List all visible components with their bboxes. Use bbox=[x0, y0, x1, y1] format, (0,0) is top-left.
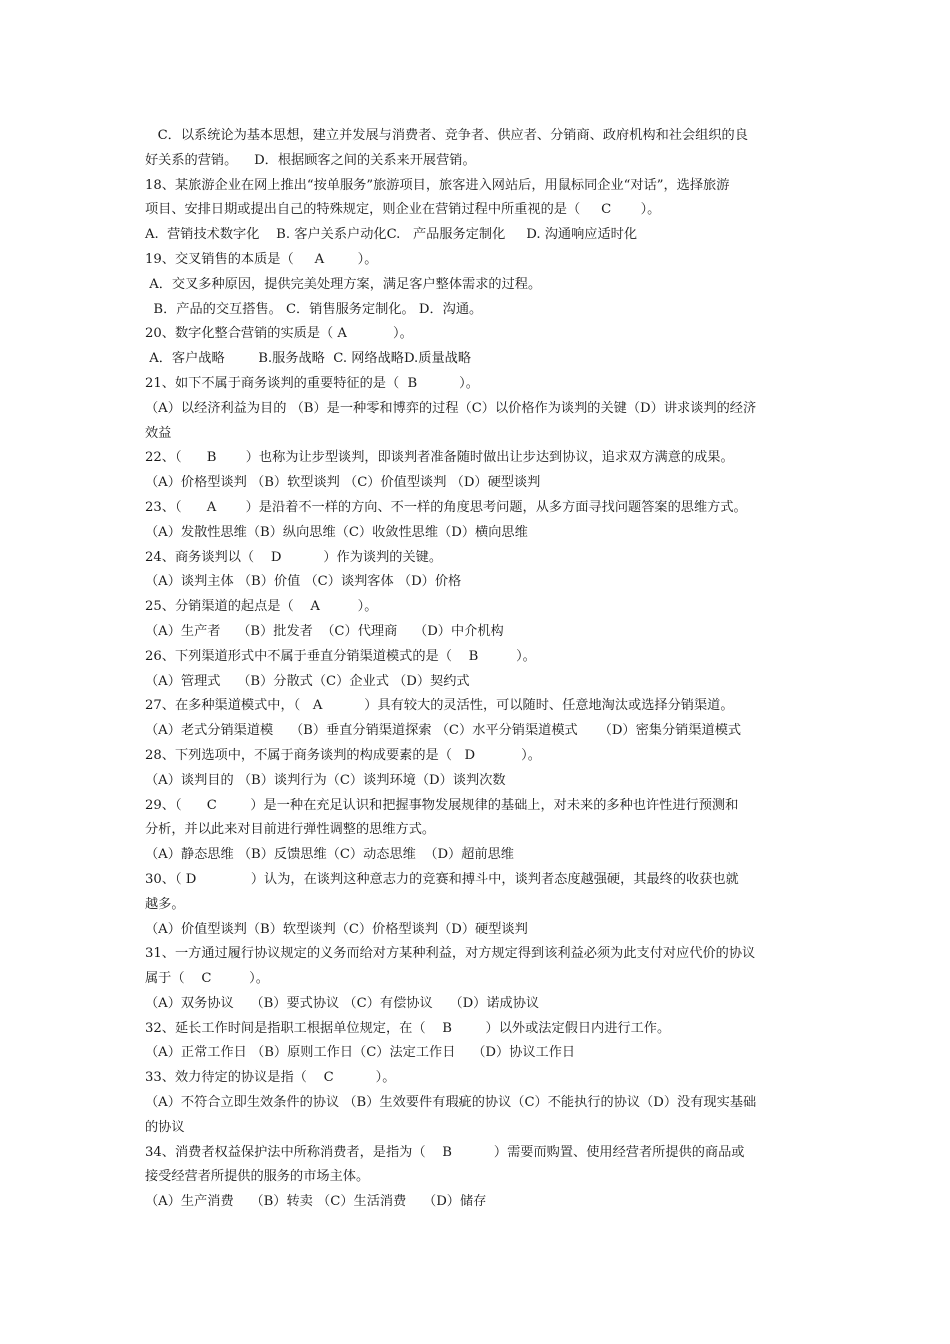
options-line: B．产品的交互搭售。 C．销售服务定制化。 D．沟通。 bbox=[145, 301, 483, 317]
options-line: A. 营销技术数字化 B. 客户关系户动化C. 产品服务定制化 D. 沟通响应适时化 bbox=[145, 227, 638, 243]
question-31: 31、一方通过履行协议规定的义务而给对方某种利益，对方规定得到该利益必须为此支付对应代价的协议 bbox=[145, 946, 756, 962]
options-line: （A）价值型谈判（B）软型谈判（C）价格型谈判（D）硬型谈判 bbox=[145, 921, 528, 937]
question-32: 32、延长工作时间是指职工根据单位规定，在（ B ）以外或法定假日内进行工作。 bbox=[145, 1020, 671, 1036]
question-25: 25、分销渠道的起点是（ A ）。 bbox=[145, 599, 378, 615]
options-line: （A）生产消费 （B）转卖 （C）生活消费 （D）储存 bbox=[145, 1194, 487, 1210]
question-27: 27、在多种渠道模式中，（ A ）具有较大的灵活性，可以随时、任意地淘汰或选择分销渠道。 bbox=[145, 698, 734, 714]
question-29: 29、（ C ）是一种在充足认识和把握事物发展规律的基础上，对未来的多种也许性进行预测和 bbox=[145, 797, 739, 813]
options-line: （A）老式分销渠道模 （B）垂直分销渠道探索 （C）水平分销渠道模式 （D）密集分销渠道模式 bbox=[145, 723, 742, 739]
text-line: 好关系的营销。 D．根据顾客之间的关系来开展营销。 bbox=[145, 152, 476, 168]
options-line: （A）价格型谈判 （B）软型谈判 （C）价值型谈判 （D）硬型谈判 bbox=[145, 475, 541, 491]
text-line: 接受经营者所提供的服务的市场主体。 bbox=[145, 1169, 370, 1185]
options-line: （A）发散性思维（B）纵向思维（C）收敛性思维（D）横向思维 bbox=[145, 524, 528, 540]
text-line: 越多。 bbox=[145, 896, 185, 912]
question-22: 22、（ B ）也称为让步型谈判，即谈判者准备随时做出让步达到协议，追求双方满意的成果。 bbox=[145, 450, 734, 466]
text-line: 分析，并以此来对目前进行弹性调整的思维方式。 bbox=[145, 822, 436, 838]
options-line: （A）正常工作日 （B）原则工作日（C）法定工作日 （D）协议工作日 bbox=[145, 1045, 576, 1061]
text-line: 属于（ C ）。 bbox=[145, 971, 269, 987]
question-20: 20、数字化整合营销的实质是（ A ）。 bbox=[145, 326, 413, 342]
question-23: 23、（ A ）是沿着不一样的方向、不一样的角度思考问题，从多方面寻找问题答案的思维方式。 bbox=[145, 499, 747, 515]
question-33: 33、效力待定的协议是指（ C ）。 bbox=[145, 1070, 396, 1086]
text-line: C．以系统论为基本思想，建立并发展与消费者、竞争者、供应者、分销商、政府机构和社会组织的良 bbox=[145, 128, 748, 143]
question-28: 28、下列选项中，不属于商务谈判的构成要素的是（ D ）。 bbox=[145, 747, 541, 763]
question-34: 34、消费者权益保护法中所称消费者，是指为（ B ）需要而购置、使用经营者所提供的商品或 bbox=[145, 1144, 745, 1160]
text-line: 项目、安排日期或提出自己的特殊规定，则企业在营销过程中所重视的是（ C ）。 bbox=[145, 202, 661, 218]
options-line: （A）不符合立即生效条件的协议 （B）生效要件有瑕疵的协议（C）不能执行的协议（D）没有现实基础 bbox=[145, 1095, 757, 1111]
question-19: 19、交叉销售的本质是（ A ）。 bbox=[145, 251, 378, 267]
question-26: 26、下列渠道形式中不属于垂直分销渠道模式的是（ B ）。 bbox=[145, 648, 536, 664]
options-line: （A）谈判主体 （B）价值 （C）谈判客体 （D）价格 bbox=[145, 574, 462, 590]
options-line: （A）以经济利益为目的 （B）是一种零和博弈的过程（C）以价格作为谈判的关键（D）讲求谈判的经济 bbox=[145, 400, 757, 416]
text-line: 效益 bbox=[145, 425, 172, 441]
question-24: 24、商务谈判以（ D ）作为谈判的关键。 bbox=[145, 549, 443, 565]
question-21: 21、如下不属于商务谈判的重要特征的是（ B ）。 bbox=[145, 375, 479, 391]
options-line: （A）管理式 （B）分散式（C）企业式 （D）契约式 bbox=[145, 673, 470, 689]
options-line: A．客户战略 B.服务战略 C. 网络战略D.质量战略 bbox=[145, 351, 472, 367]
options-line: （A）谈判目的 （B）谈判行为（C）谈判环境（D）谈判次数 bbox=[145, 772, 506, 788]
options-line: （A）生产者 （B）批发者 （C）代理商 （D）中介机构 bbox=[145, 623, 504, 639]
question-18: 18、某旅游企业在网上推出“按单服务”旅游项目，旅客进入网站后，用鼠标同企业“对话”，选择旅游 bbox=[145, 177, 730, 193]
options-line: （A）静态思维 （B）反馈思维（C）动态思维 （D）超前思维 bbox=[145, 847, 514, 863]
document-page bbox=[145, 124, 815, 1215]
options-line: （A）双务协议 （B）要式协议 （C）有偿协议 （D）诺成协议 bbox=[145, 995, 540, 1011]
text-line: 的协议 bbox=[145, 1119, 185, 1135]
question-30: 30、（ D ）认为，在谈判这种意志力的竞赛和搏斗中，谈判者态度越强硬，其最终的收获也就 bbox=[145, 871, 739, 887]
options-line: A．交叉多种原因，提供完美处理方案，满足客户整体需求的过程。 bbox=[145, 276, 542, 292]
